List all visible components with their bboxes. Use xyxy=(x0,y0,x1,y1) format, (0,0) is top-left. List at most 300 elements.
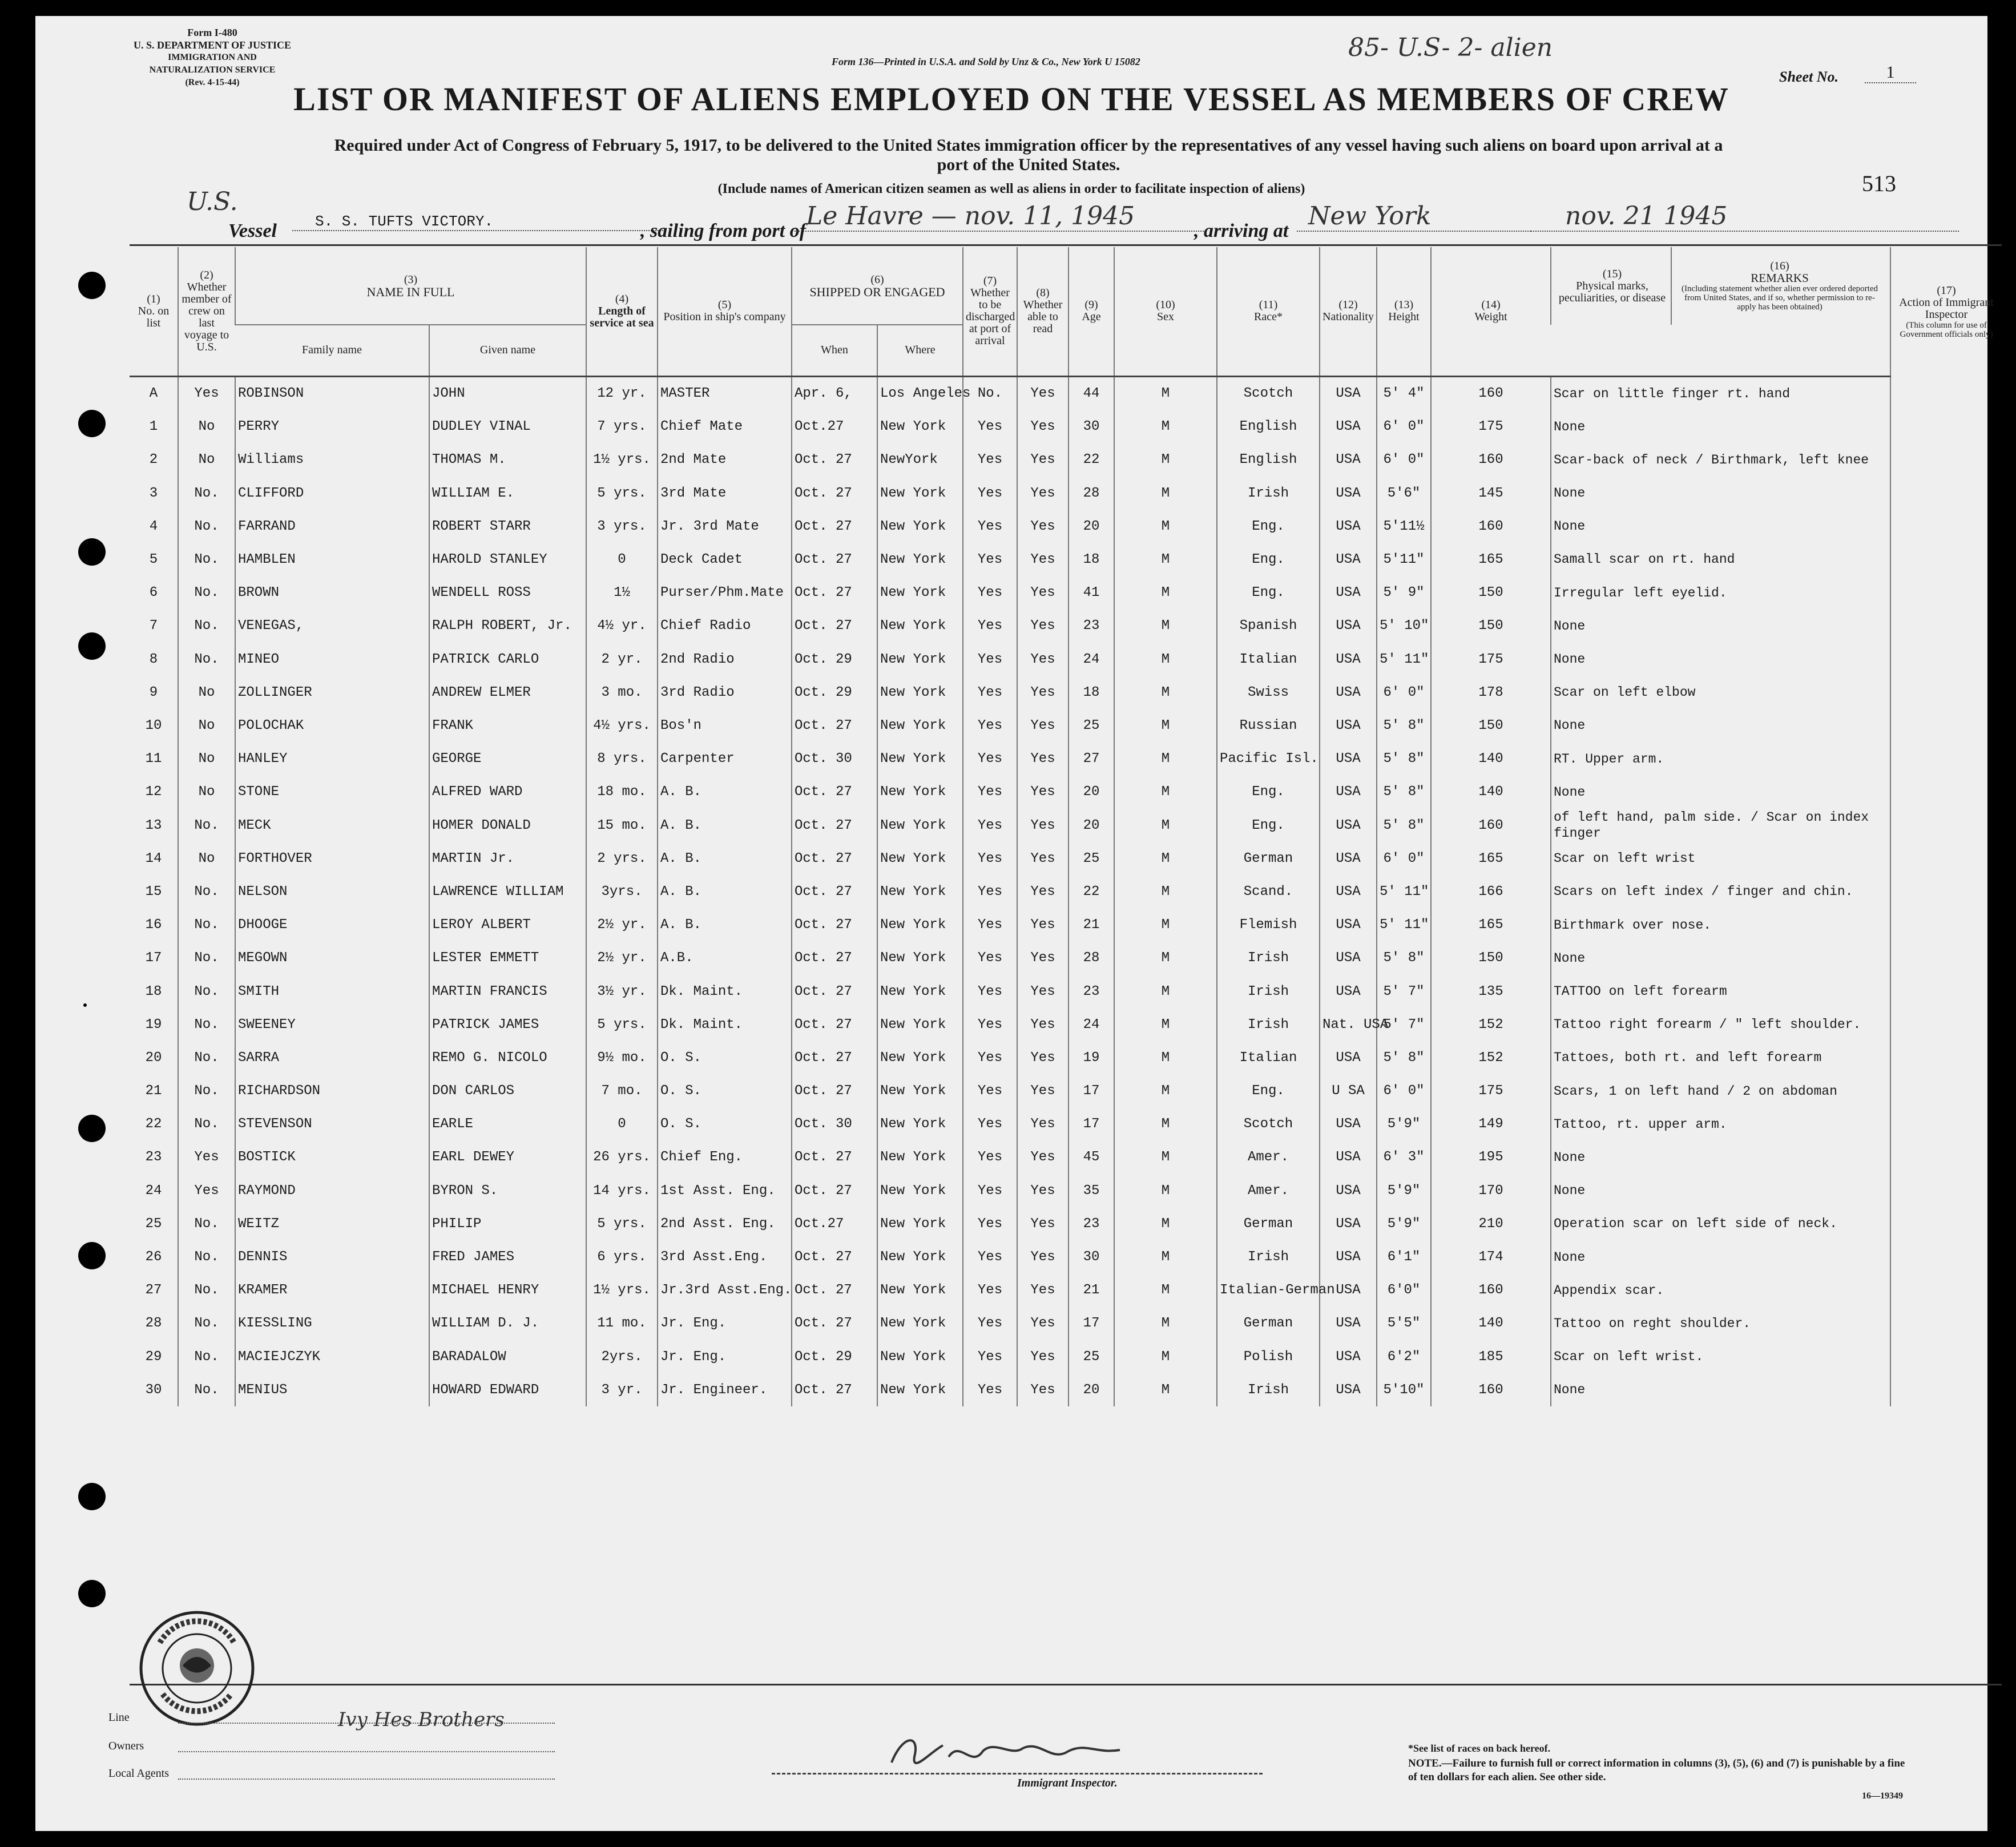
arriving-label: , arriving at xyxy=(1194,220,1289,241)
printer-line: Form 136—Printed in U.S.A. and Sold by Unz & Co., New York U 15082 xyxy=(832,56,1140,67)
cell-given-name: LEROY ALBERT xyxy=(429,909,586,942)
cell-age: 25 xyxy=(1069,1340,1114,1373)
speck xyxy=(83,1003,87,1007)
cell-sex: M xyxy=(1114,576,1217,610)
cell-able-to-read: Yes xyxy=(1017,1174,1069,1207)
cell-shipped-when: Oct. 29 xyxy=(792,676,877,709)
cell-discharged: Yes xyxy=(963,1141,1017,1174)
cell-member-last-voyage: No xyxy=(178,443,235,477)
cell-shipped-where: New York xyxy=(877,1141,963,1174)
cell-weight: 160 xyxy=(1431,1373,1551,1406)
cell-age: 28 xyxy=(1069,477,1114,510)
cell-age: 23 xyxy=(1069,610,1114,643)
cell-shipped-when: Oct. 27 xyxy=(792,776,877,809)
cell-family-name: FARRAND xyxy=(235,510,429,543)
cell-physical-marks: Tattoo right forearm / " left shoulder. xyxy=(1551,1008,1890,1041)
crew-row xyxy=(130,443,2002,477)
cell-weight: 150 xyxy=(1431,610,1551,643)
cell-physical-marks: of left hand, palm side. / Scar on index finger xyxy=(1551,809,1890,842)
cell-age: 28 xyxy=(1069,942,1114,975)
cell-shipped-where: New York xyxy=(877,1307,963,1340)
cell-height: 5' 9" xyxy=(1377,576,1431,610)
cell-sex: M xyxy=(1114,477,1217,510)
inspector-rule xyxy=(772,1773,1263,1775)
cell-sex: M xyxy=(1114,1041,1217,1074)
cell-height: 5' 11" xyxy=(1377,909,1431,942)
cell-shipped-when: Oct. 27 xyxy=(792,610,877,643)
crew-row xyxy=(130,1373,2002,1406)
cell-height: 5' 8" xyxy=(1377,1041,1431,1074)
cell-inspector-action xyxy=(1890,942,2002,975)
cell-position: O. S. xyxy=(658,1074,792,1107)
cell-race: Eng. xyxy=(1217,809,1320,842)
crew-row xyxy=(130,1074,2002,1107)
cell-member-last-voyage: No xyxy=(178,842,235,875)
cell-row-number: 7 xyxy=(149,618,158,634)
cell-service-length: 0 xyxy=(586,1108,658,1141)
cell-member-last-voyage: No. xyxy=(178,1108,235,1141)
crew-row xyxy=(130,842,2002,875)
cell-member-last-voyage: No xyxy=(178,742,235,775)
punch-hole xyxy=(78,1483,106,1510)
cell-inspector-action xyxy=(1890,1108,2002,1141)
cell-inspector-action xyxy=(1890,1141,2002,1174)
cell-given-name: FRANK xyxy=(429,709,586,742)
crew-table xyxy=(130,247,2002,1406)
cell-weight: 178 xyxy=(1431,676,1551,709)
cell-able-to-read: Yes xyxy=(1017,1108,1069,1141)
cell-row-number: 25 xyxy=(145,1216,162,1232)
cell-shipped-where: New York xyxy=(877,776,963,809)
cell-shipped-when: Oct. 27 xyxy=(792,1241,877,1274)
cell-age: 17 xyxy=(1069,1108,1114,1141)
cell-inspector-action xyxy=(1890,709,2002,742)
cell-nationality: USA xyxy=(1320,1108,1377,1141)
cell-row-number: 29 xyxy=(145,1349,162,1365)
cell-discharged: Yes xyxy=(963,776,1017,809)
cell-family-name: HANLEY xyxy=(235,742,429,775)
cell-able-to-read: Yes xyxy=(1017,975,1069,1008)
cell-race: English xyxy=(1217,443,1320,477)
cell-sex: M xyxy=(1114,1307,1217,1340)
cell-discharged: Yes xyxy=(963,909,1017,942)
cell-able-to-read: Yes xyxy=(1017,1307,1069,1340)
cell-race: Irish xyxy=(1217,1373,1320,1406)
cell-inspector-action xyxy=(1890,1074,2002,1107)
cell-nationality: USA xyxy=(1320,875,1377,908)
cell-given-name: BYRON S. xyxy=(429,1174,586,1207)
cell-inspector-action xyxy=(1890,643,2002,676)
crew-rows xyxy=(130,377,2002,1407)
vessel-label: Vessel xyxy=(228,220,277,241)
cell-physical-marks: Tattoes, both rt. and left forearm xyxy=(1551,1041,1890,1074)
cell-height: 5' 8" xyxy=(1377,942,1431,975)
cell-given-name: LAWRENCE WILLIAM xyxy=(429,875,586,908)
crew-row xyxy=(130,909,2002,942)
cell-given-name: ANDREW ELMER xyxy=(429,676,586,709)
crew-row xyxy=(130,1008,2002,1041)
cell-position: Jr. Eng. xyxy=(658,1307,792,1340)
cell-nationality: USA xyxy=(1320,942,1377,975)
cell-family-name: BOSTICK xyxy=(235,1141,429,1174)
cell-family-name: MECK xyxy=(235,809,429,842)
cell-nationality: USA xyxy=(1320,676,1377,709)
cell-service-length: 1½ yrs. xyxy=(586,443,658,477)
cell-family-name: WEITZ xyxy=(235,1207,429,1240)
cell-shipped-where: New York xyxy=(877,543,963,576)
cell-row-number: 14 xyxy=(145,850,162,866)
cell-service-length: 1½ yrs. xyxy=(586,1274,658,1307)
cell-age: 25 xyxy=(1069,709,1114,742)
cell-family-name: KIESSLING xyxy=(235,1307,429,1340)
cell-position: Jr.3rd Asst.Eng. xyxy=(658,1274,792,1307)
cell-shipped-when: Oct. 27 xyxy=(792,1373,877,1406)
cell-physical-marks: None xyxy=(1551,1174,1890,1207)
cell-position: Purser/Phm.Mate xyxy=(658,576,792,610)
stamp-number: 513 xyxy=(1862,171,1896,196)
cell-sex: M xyxy=(1114,1108,1217,1141)
cell-race: Russian xyxy=(1217,709,1320,742)
cell-position: O. S. xyxy=(658,1108,792,1141)
cell-discharged: Yes xyxy=(963,842,1017,875)
sailing-label: , sailing from port of xyxy=(640,220,806,241)
cell-physical-marks: None xyxy=(1551,1241,1890,1274)
cell-able-to-read: Yes xyxy=(1017,1340,1069,1373)
cell-service-length: 6 yrs. xyxy=(586,1241,658,1274)
cell-sex: M xyxy=(1114,942,1217,975)
cell-physical-marks: None xyxy=(1551,643,1890,676)
cell-inspector-action xyxy=(1890,1274,2002,1307)
cell-discharged: Yes xyxy=(963,742,1017,775)
header-given-name: Given name xyxy=(429,325,586,376)
cell-member-last-voyage: No. xyxy=(178,477,235,510)
cell-physical-marks: Scars on left index / finger and chin. xyxy=(1551,875,1890,908)
header-when: When xyxy=(792,325,877,376)
cell-shipped-when: Oct. 27 xyxy=(792,1008,877,1041)
cell-able-to-read: Yes xyxy=(1017,610,1069,643)
cell-family-name: NELSON xyxy=(235,875,429,908)
cell-able-to-read: Yes xyxy=(1017,1041,1069,1074)
inspector-signature xyxy=(880,1728,1143,1780)
cell-able-to-read: Yes xyxy=(1017,776,1069,809)
cell-given-name: MARTIN Jr. xyxy=(429,842,586,875)
crew-row xyxy=(130,1340,2002,1373)
crew-row xyxy=(130,1041,2002,1074)
cell-nationality: USA xyxy=(1320,1174,1377,1207)
cell-inspector-action xyxy=(1890,576,2002,610)
crew-row xyxy=(130,377,2002,410)
cell-given-name: RALPH ROBERT, Jr. xyxy=(429,610,586,643)
crew-row xyxy=(130,1141,2002,1174)
cell-row-number: 27 xyxy=(145,1283,162,1298)
cell-sex: M xyxy=(1114,1373,1217,1406)
inspector-label: Immigrant Inspector. xyxy=(1017,1777,1118,1789)
cell-row-number: 10 xyxy=(145,717,162,733)
cell-weight: 140 xyxy=(1431,776,1551,809)
cell-weight: 140 xyxy=(1431,1307,1551,1340)
cell-shipped-where: New York xyxy=(877,610,963,643)
cell-shipped-where: New York xyxy=(877,909,963,942)
cell-sex: M xyxy=(1114,1207,1217,1240)
cell-service-length: 3 mo. xyxy=(586,676,658,709)
cell-member-last-voyage: No. xyxy=(178,809,235,842)
cell-physical-marks: Scar on left wrist. xyxy=(1551,1340,1890,1373)
cell-family-name: FORTHOVER xyxy=(235,842,429,875)
cell-position: 2nd Asst. Eng. xyxy=(658,1207,792,1240)
cell-inspector-action xyxy=(1890,909,2002,942)
cell-shipped-where: New York xyxy=(877,1340,963,1373)
consulate-seal xyxy=(137,1608,257,1728)
cell-sex: M xyxy=(1114,776,1217,809)
cell-row-number: 6 xyxy=(149,585,158,601)
cell-given-name: THOMAS M. xyxy=(429,443,586,477)
cell-discharged: Yes xyxy=(963,410,1017,443)
cell-race: Scand. xyxy=(1217,875,1320,908)
cell-physical-marks: Appendix scar. xyxy=(1551,1274,1890,1307)
cell-discharged: Yes xyxy=(963,576,1017,610)
cell-race: Polish xyxy=(1217,1340,1320,1373)
cell-service-length: 0 xyxy=(586,543,658,576)
cell-sex: M xyxy=(1114,709,1217,742)
cell-given-name: ROBERT STARR xyxy=(429,510,586,543)
cell-weight: 185 xyxy=(1431,1340,1551,1373)
cell-given-name: BARADALOW xyxy=(429,1340,586,1373)
cell-service-length: 5 yrs. xyxy=(586,1008,658,1041)
cell-shipped-when: Oct. 27 xyxy=(792,842,877,875)
cell-shipped-where: Los Angeles xyxy=(877,377,963,410)
cell-given-name: HOWARD EDWARD xyxy=(429,1373,586,1406)
cell-sex: M xyxy=(1114,742,1217,775)
cell-given-name: MICHAEL HENRY xyxy=(429,1274,586,1307)
cell-service-length: 15 mo. xyxy=(586,809,658,842)
crew-row xyxy=(130,975,2002,1008)
cell-age: 19 xyxy=(1069,1041,1114,1074)
cell-nationality: USA xyxy=(1320,643,1377,676)
cell-member-last-voyage: No. xyxy=(178,643,235,676)
cell-position: 3rd Asst.Eng. xyxy=(658,1241,792,1274)
crew-row xyxy=(130,742,2002,775)
cell-inspector-action xyxy=(1890,377,2002,410)
cell-height: 5' 10" xyxy=(1377,610,1431,643)
cell-shipped-when: Oct. 27 xyxy=(792,443,877,477)
cell-sex: M xyxy=(1114,1274,1217,1307)
punch-hole xyxy=(78,1580,106,1607)
crew-row xyxy=(130,610,2002,643)
cell-discharged: Yes xyxy=(963,1207,1017,1240)
cell-service-length: 18 mo. xyxy=(586,776,658,809)
department: U. S. DEPARTMENT OF JUSTICE xyxy=(133,39,292,51)
cell-member-last-voyage: No. xyxy=(178,543,235,576)
cell-height: 5'9" xyxy=(1377,1207,1431,1240)
cell-shipped-when: Oct. 30 xyxy=(792,1108,877,1141)
cell-race: German xyxy=(1217,842,1320,875)
cell-family-name: DENNIS xyxy=(235,1241,429,1274)
header-family-name: Family name xyxy=(302,344,362,357)
cell-able-to-read: Yes xyxy=(1017,1074,1069,1107)
cell-shipped-when: Oct. 27 xyxy=(792,709,877,742)
cell-race: Irish xyxy=(1217,942,1320,975)
cell-nationality: USA xyxy=(1320,776,1377,809)
cell-shipped-where: New York xyxy=(877,1041,963,1074)
cell-able-to-read: Yes xyxy=(1017,909,1069,942)
cell-age: 35 xyxy=(1069,1174,1114,1207)
owners-handwriting: Ivy Hes Brothers xyxy=(338,1708,505,1731)
cell-discharged: Yes xyxy=(963,1307,1017,1340)
cell-shipped-when: Oct. 27 xyxy=(792,1074,877,1107)
cell-height: 6' 0" xyxy=(1377,842,1431,875)
cell-able-to-read: Yes xyxy=(1017,643,1069,676)
cell-family-name: DHOOGE xyxy=(235,909,429,942)
cell-able-to-read: Yes xyxy=(1017,1008,1069,1041)
cell-age: 23 xyxy=(1069,1207,1114,1240)
cell-service-length: 2½ yr. xyxy=(586,909,658,942)
cell-shipped-where: New York xyxy=(877,1241,963,1274)
cell-age: 24 xyxy=(1069,643,1114,676)
cell-nationality: USA xyxy=(1320,443,1377,477)
cell-physical-marks: None xyxy=(1551,942,1890,975)
cell-given-name: ALFRED WARD xyxy=(429,776,586,809)
cell-weight: 140 xyxy=(1431,742,1551,775)
cell-member-last-voyage: Yes xyxy=(178,1141,235,1174)
header-service: (4) Length of service at sea xyxy=(586,247,658,376)
cell-sex: M xyxy=(1114,510,1217,543)
cell-inspector-action xyxy=(1890,742,2002,775)
cell-sex: M xyxy=(1114,410,1217,443)
cell-age: 22 xyxy=(1069,443,1114,477)
cell-nationality: USA xyxy=(1320,842,1377,875)
crew-row xyxy=(130,1241,2002,1274)
cell-weight: 135 xyxy=(1431,975,1551,1008)
cell-able-to-read: Yes xyxy=(1017,377,1069,410)
cell-service-length: 5 yrs. xyxy=(586,1207,658,1240)
cell-race: Eng. xyxy=(1217,543,1320,576)
cell-race: Italian xyxy=(1217,1041,1320,1074)
cell-age: 22 xyxy=(1069,875,1114,908)
cell-weight: 160 xyxy=(1431,443,1551,477)
cell-able-to-read: Yes xyxy=(1017,875,1069,908)
cell-weight: 165 xyxy=(1431,842,1551,875)
cell-member-last-voyage: No. xyxy=(178,1241,235,1274)
header-name: (3) NAME IN FULL xyxy=(235,247,586,325)
cell-row-number: 16 xyxy=(145,917,162,933)
crew-row xyxy=(130,676,2002,709)
cell-race: Eng. xyxy=(1217,1074,1320,1107)
cell-member-last-voyage: No xyxy=(178,709,235,742)
cell-family-name: ZOLLINGER xyxy=(235,676,429,709)
cell-row-number: 9 xyxy=(149,684,158,700)
cell-position: A. B. xyxy=(658,809,792,842)
cell-member-last-voyage: Yes xyxy=(178,377,235,410)
cell-shipped-when: Oct. 27 xyxy=(792,1274,877,1307)
crew-row xyxy=(130,1307,2002,1340)
cell-discharged: Yes xyxy=(963,942,1017,975)
cell-height: 5'6" xyxy=(1377,477,1431,510)
cell-shipped-where: New York xyxy=(877,510,963,543)
cell-able-to-read: Yes xyxy=(1017,576,1069,610)
header-nationality: (12) Nationality xyxy=(1320,247,1377,376)
cell-service-length: 4½ yrs. xyxy=(586,709,658,742)
cell-able-to-read: Yes xyxy=(1017,1207,1069,1240)
cell-member-last-voyage: No. xyxy=(178,1041,235,1074)
sailing-from: Le Havre — nov. 11, 1945 xyxy=(795,201,1205,232)
cell-family-name: SMITH xyxy=(235,975,429,1008)
cell-service-length: 3½ yr. xyxy=(586,975,658,1008)
crew-row xyxy=(130,1108,2002,1141)
header-read: (8) Whether able to read xyxy=(1017,247,1069,376)
cell-race: Flemish xyxy=(1217,909,1320,942)
cell-position: O. S. xyxy=(658,1041,792,1074)
cell-family-name: MEGOWN xyxy=(235,942,429,975)
cell-physical-marks: Scars, 1 on left hand / 2 on abdoman xyxy=(1551,1074,1890,1107)
cell-shipped-when: Oct. 27 xyxy=(792,875,877,908)
cell-age: 44 xyxy=(1069,377,1114,410)
cell-race: Eng. xyxy=(1217,776,1320,809)
cell-age: 23 xyxy=(1069,975,1114,1008)
cell-able-to-read: Yes xyxy=(1017,1373,1069,1406)
manifest-sheet xyxy=(35,16,1994,1831)
cell-shipped-when: Oct. 29 xyxy=(792,1340,877,1373)
cell-position: Chief Mate xyxy=(658,410,792,443)
cell-shipped-where: New York xyxy=(877,1008,963,1041)
cell-row-number: 21 xyxy=(145,1083,162,1099)
cell-age: 20 xyxy=(1069,776,1114,809)
cell-position: Jr. Eng. xyxy=(658,1340,792,1373)
cell-height: 5'11½ xyxy=(1377,510,1431,543)
cell-age: 30 xyxy=(1069,1241,1114,1274)
cell-able-to-read: Yes xyxy=(1017,709,1069,742)
cell-row-number: 30 xyxy=(145,1382,162,1398)
cell-race: German xyxy=(1217,1307,1320,1340)
cell-race: Pacific Isl. xyxy=(1217,742,1320,775)
cell-shipped-where: New York xyxy=(877,576,963,610)
cell-shipped-when: Oct. 27 xyxy=(792,1041,877,1074)
cell-discharged: Yes xyxy=(963,809,1017,842)
cell-member-last-voyage: No. xyxy=(178,1074,235,1107)
cell-member-last-voyage: No. xyxy=(178,975,235,1008)
cell-sex: M xyxy=(1114,875,1217,908)
cell-sex: M xyxy=(1114,1141,1217,1174)
cell-physical-marks: Scar on left wrist xyxy=(1551,842,1890,875)
cell-nationality: USA xyxy=(1320,975,1377,1008)
cell-inspector-action xyxy=(1890,1041,2002,1074)
cell-shipped-where: New York xyxy=(877,1274,963,1307)
cell-physical-marks: Scar-back of neck / Birthmark, left knee xyxy=(1551,443,1890,477)
cell-given-name: DUDLEY VINAL xyxy=(429,410,586,443)
cell-nationality: USA xyxy=(1320,1274,1377,1307)
header-marks: (15) Physical marks, peculiarities, or disease xyxy=(1554,247,1672,325)
cell-inspector-action xyxy=(1890,1008,2002,1041)
cell-height: 6' 0" xyxy=(1377,443,1431,477)
cell-family-name: SARRA xyxy=(235,1041,429,1074)
crew-row xyxy=(130,1274,2002,1307)
cell-physical-marks: Scar on little finger rt. hand xyxy=(1551,377,1890,410)
cell-race: Scotch xyxy=(1217,377,1320,410)
cell-age: 41 xyxy=(1069,576,1114,610)
cell-position: A.B. xyxy=(658,942,792,975)
cell-shipped-when: Oct. 27 xyxy=(792,477,877,510)
cell-weight: 160 xyxy=(1431,809,1551,842)
cell-family-name: MINEO xyxy=(235,643,429,676)
cell-shipped-where: NewYork xyxy=(877,443,963,477)
cell-nationality: USA xyxy=(1320,709,1377,742)
cell-weight: 165 xyxy=(1431,909,1551,942)
cell-member-last-voyage: No. xyxy=(178,1274,235,1307)
cell-shipped-where: New York xyxy=(877,1108,963,1141)
cell-inspector-action xyxy=(1890,1174,2002,1207)
cell-inspector-action xyxy=(1890,1241,2002,1274)
cell-nationality: USA xyxy=(1320,1373,1377,1406)
revision: (Rev. 4-15-44) xyxy=(185,78,240,87)
